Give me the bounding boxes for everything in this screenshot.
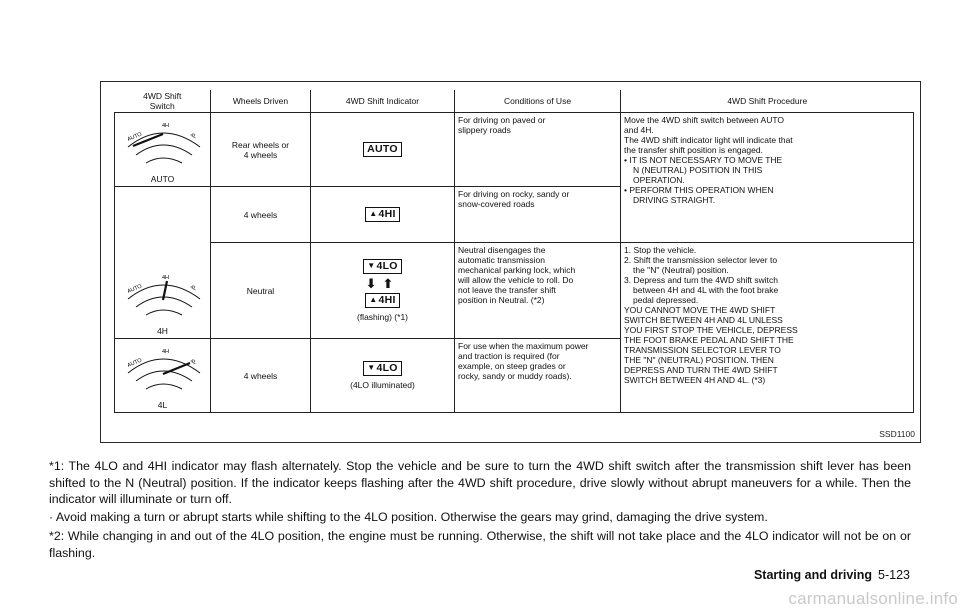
- svg-text:4L: 4L: [188, 132, 197, 141]
- note-1: *1: The 4LO and 4HI indicator may flash alternately. Stop the vehicle and be sure to turn the 4WD shift switch after the transmission shift lever has been shifted to the N (Neutral) position. If the indicator keeps flashing after the 4WD shift procedure, drive slowly without abrupt maneuvers for a while. Then the indicator will illuminate or turn off.: [49, 459, 911, 507]
- watermark: carmanualsonline.info: [788, 589, 958, 608]
- alternate-arrows-icon: ⬇⬆: [365, 275, 400, 291]
- header-wheels: Wheels Driven: [211, 90, 311, 113]
- procedure-cell-auto-4h: Move the 4WD shift switch between AUTO and 4H. The 4WD shift indicator light will indicate that the transfer shift position is engaged. • IT IS NOT NECESSARY TO MOVE THE N (NEUTRAL) POSITION IN THIS OPERATION. • PERFORM THIS OPERATION WHEN DRIVING STRAIGHT.: [621, 113, 914, 243]
- 4lo-indicator-icon: ▼4LO: [363, 361, 402, 376]
- header-switch: 4WD Shift Switch: [143, 90, 182, 111]
- svg-text:4L: 4L: [188, 358, 197, 367]
- conditions-cell: For driving on rocky, sandy or snow-covered roads: [455, 187, 621, 243]
- svg-text:AUTO: AUTO: [126, 357, 143, 369]
- shift-dial-4h-icon: [120, 267, 206, 323]
- indicator-note: (4LO illuminated): [350, 379, 415, 390]
- page-footer: [754, 568, 910, 582]
- indicator-cell: [311, 113, 455, 187]
- figure-id: SSD1100: [879, 429, 915, 439]
- wheels-cell: 4 wheels: [211, 187, 311, 243]
- switch-label-auto: AUTO: [150, 174, 175, 185]
- conditions-cell: For driving on paved or slippery roads: [455, 113, 621, 187]
- svg-text:4H: 4H: [161, 275, 169, 281]
- header-procedure: 4WD Shift Procedure: [621, 90, 914, 113]
- header-indicator: 4WD Shift Indicator: [311, 90, 455, 113]
- table-row: [115, 243, 914, 339]
- auto-indicator-icon: AUTO: [363, 142, 402, 157]
- table-row: [115, 113, 914, 187]
- shift-dial-auto-icon: [120, 115, 206, 171]
- 4hi-indicator-icon: ▲4HI: [365, 207, 399, 222]
- svg-text:AUTO: AUTO: [126, 131, 143, 143]
- svg-text:4H: 4H: [161, 349, 169, 356]
- svg-text:AUTO: AUTO: [126, 283, 143, 295]
- note-bullet: · Avoid making a turn or abrupt starts while shifting to the 4LO position. Otherwise the gears may grind, damaging the drive system.: [49, 510, 768, 524]
- indicator-cell: [311, 243, 455, 339]
- table-header-row: [115, 90, 914, 113]
- svg-text:4L: 4L: [188, 284, 197, 293]
- svg-text:4H: 4H: [161, 123, 169, 129]
- shift-procedure-figure: [100, 81, 921, 443]
- switch-cell-auto: [115, 113, 211, 187]
- note-2: *2: While changing in and out of the 4LO position, the engine must be running. Otherwise, the shift will not take place and the 4LO indicator will not be on or flashing.: [49, 529, 911, 560]
- wheels-cell: 4 wheels: [211, 339, 311, 413]
- switch-cell-4l: [115, 339, 211, 413]
- conditions-cell: Neutral disengages the automatic transmission mechanical parking lock, which will allow the vehicle to roll. Do not leave the transfer shift position in Neutral. (*2): [455, 243, 621, 339]
- 4lo-indicator-icon: ▼4LO: [363, 259, 402, 274]
- switch-label-4l: 4L: [157, 400, 168, 411]
- conditions-cell: For use when the maximum power and traction is required (for example, on steep grades or rocky, sandy or muddy roads).: [455, 339, 621, 413]
- switch-label-4h: 4H: [157, 326, 168, 337]
- page-number: 5-123: [878, 568, 910, 582]
- wheels-cell: Neutral: [211, 243, 311, 339]
- 4hi-indicator-icon: ▲4HI: [365, 293, 399, 308]
- section-title: Starting and driving: [753, 568, 873, 582]
- indicator-cell: [311, 187, 455, 243]
- shift-procedure-table: [114, 90, 914, 413]
- shift-dial-4l-icon: [120, 341, 206, 397]
- wheels-cell: Rear wheels or 4 wheels: [211, 113, 311, 187]
- procedure-cell-4h-4l: 1. Stop the vehicle. 2. Shift the transmission selector lever to the "N" (Neutral) position. 3. Depress and turn the 4WD shift switch between 4H and 4L with the foot brake pedal depressed. YOU CANNOT MOVE THE 4WD SHIFT SWITCH BETWEEN 4H AND 4L UNLESS YOU FIRST STOP THE VEHICLE, DEPRESS THE FOOT BRAKE PEDAL AND SHIFT THE TRANSMISSION SELECTOR LEVER TO THE "N" (NEUTRAL) POSITION. THEN DEPRESS AND TURN THE 4WD SHIFT SWITCH BETWEEN 4H AND 4L. (*3): [621, 243, 914, 413]
- indicator-cell: [311, 339, 455, 413]
- indicator-note: (flashing) (*1): [356, 311, 409, 322]
- header-conditions: Conditions of Use: [455, 90, 621, 113]
- switch-cell-4h: [115, 187, 211, 339]
